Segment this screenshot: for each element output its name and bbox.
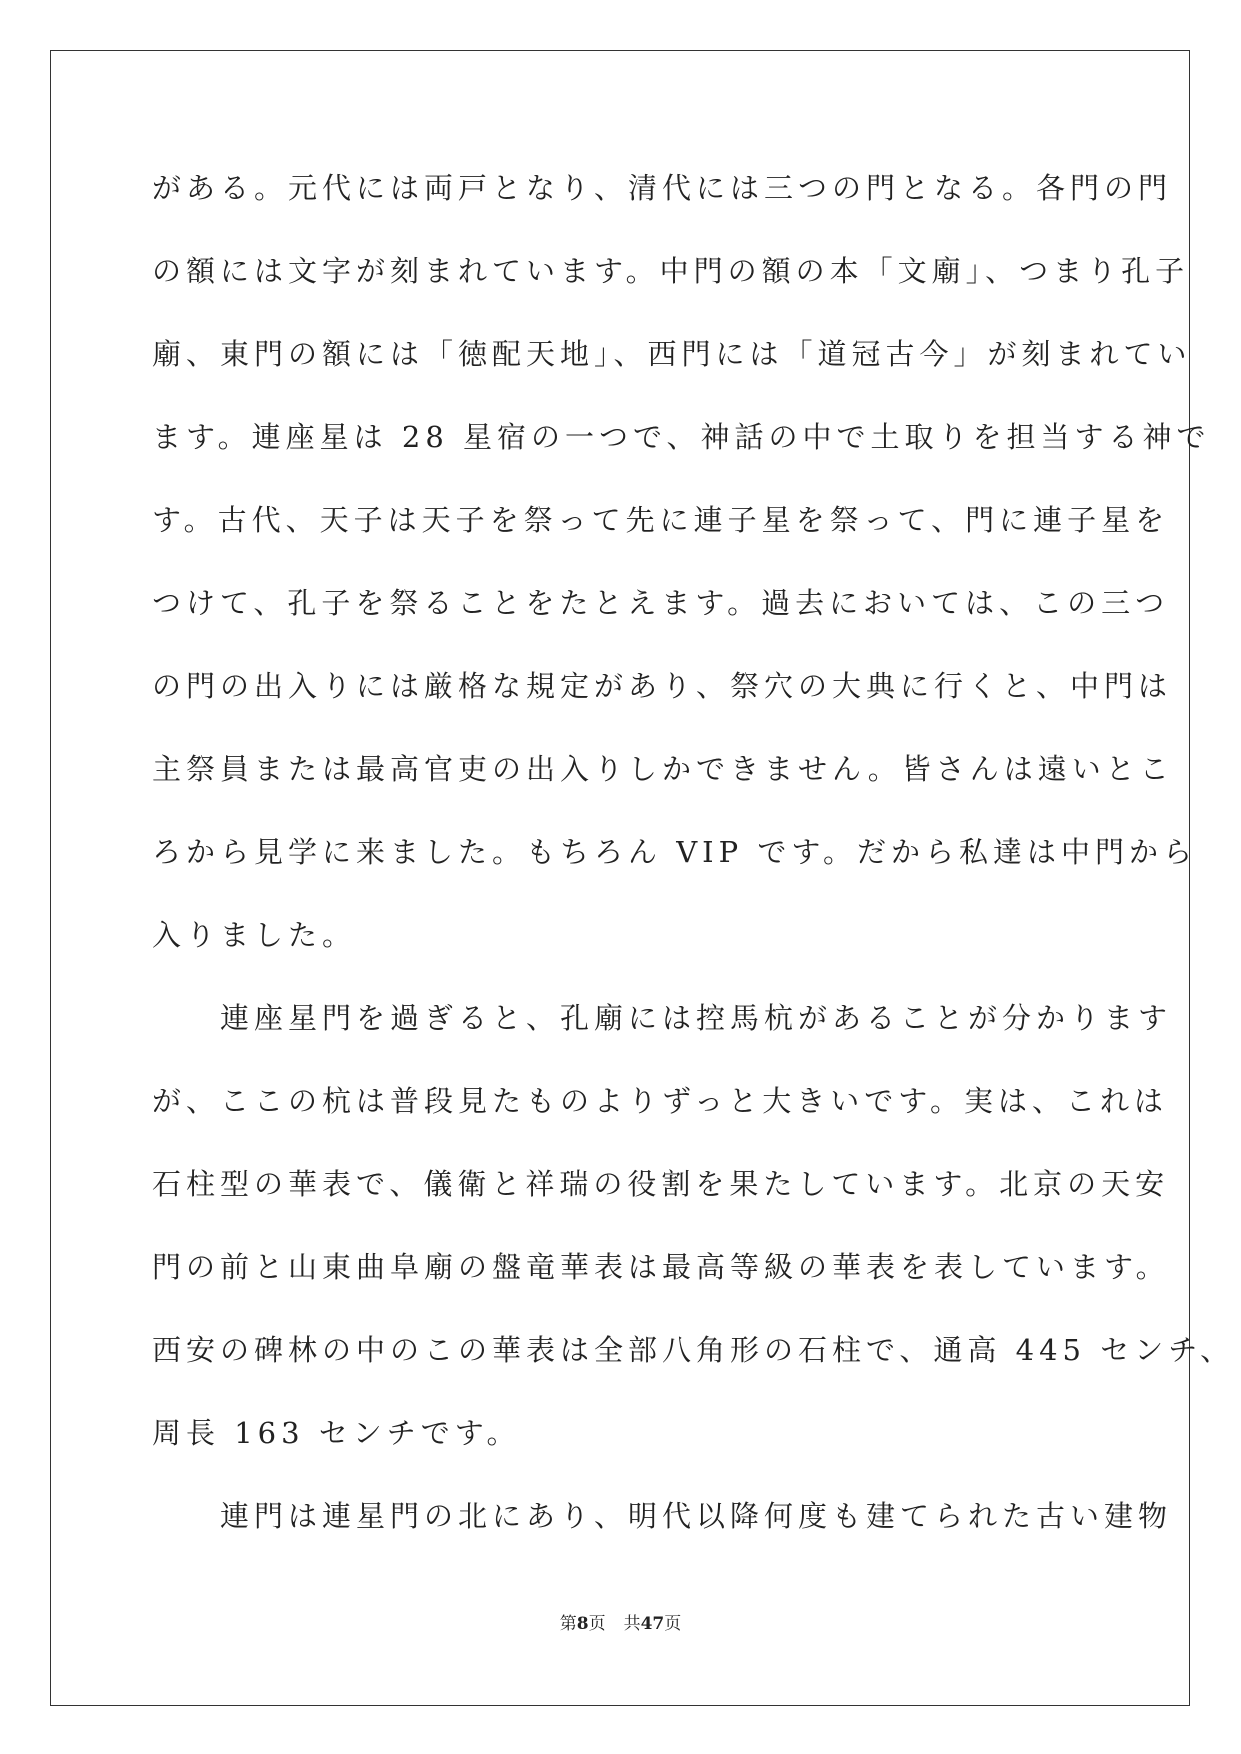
page-number: 8 (576, 1614, 589, 1634)
text-line: 連座星門を過ぎると、孔廟には控馬杭があることが分かります (152, 1001, 1173, 1035)
footer-total-suffix: 页 (664, 1614, 682, 1634)
total-pages: 47 (640, 1614, 665, 1634)
page-footer (0, 1609, 1241, 1634)
text-line: 連門は連星門の北にあり、明代以降何度も建てられた古い建物 (152, 1499, 1173, 1533)
text-line: 石柱型の華表で、儀衛と祥瑞の役割を果たしています。北京の天安 (152, 1167, 1170, 1201)
text-line: 入りました。 (152, 918, 357, 952)
text-line: 門の前と山東曲阜廟の盤竜華表は最高等級の華表を表しています。 (152, 1250, 1170, 1284)
text-line: 西安の碑林の中のこの華表は全部八角形の石柱で、通高 445 センチ、 (152, 1333, 1235, 1367)
text-line: 周長 163 センチです。 (152, 1416, 521, 1450)
text-line: ます。連座星は 28 星宿の一つで、神話の中で土取りを担当する神で (152, 420, 1211, 454)
text-line: 主祭員または最高官吏の出入りしかできません。皆さんは遠いとこ (152, 752, 1174, 786)
footer-total-prefix: 共 (623, 1614, 641, 1634)
text-line: が、ここの杭は普段見たものよりずっと大きいです。実は、これは (152, 1084, 1168, 1118)
text-line: の門の出入りには厳格な規定があり、祭穴の大典に行くと、中門は (152, 669, 1173, 703)
text-line: つけて、孔子を祭ることをたとえます。過去においては、この三つ (152, 586, 1170, 620)
text-line: す。古代、天子は天子を祭って先に連子星を祭って、門に連子星を (152, 503, 1170, 537)
footer-prefix: 第 (559, 1614, 577, 1634)
text-line: の額には文字が刻まれています。中門の額の本「文廟」、つまり孔子 (152, 254, 1190, 288)
text-line: がある。元代には両戸となり、清代には三つの門となる。各門の門 (152, 171, 1173, 205)
document-body (152, 160, 1235, 1571)
text-line: ろから見学に来ました。もちろん VIP です。だから私達は中門から (152, 835, 1198, 869)
text-line: 廟、東門の額には「徳配天地」、西門には「道冠古今」が刻まれてい (152, 337, 1192, 371)
footer-page-suffix: 页 (588, 1614, 606, 1634)
